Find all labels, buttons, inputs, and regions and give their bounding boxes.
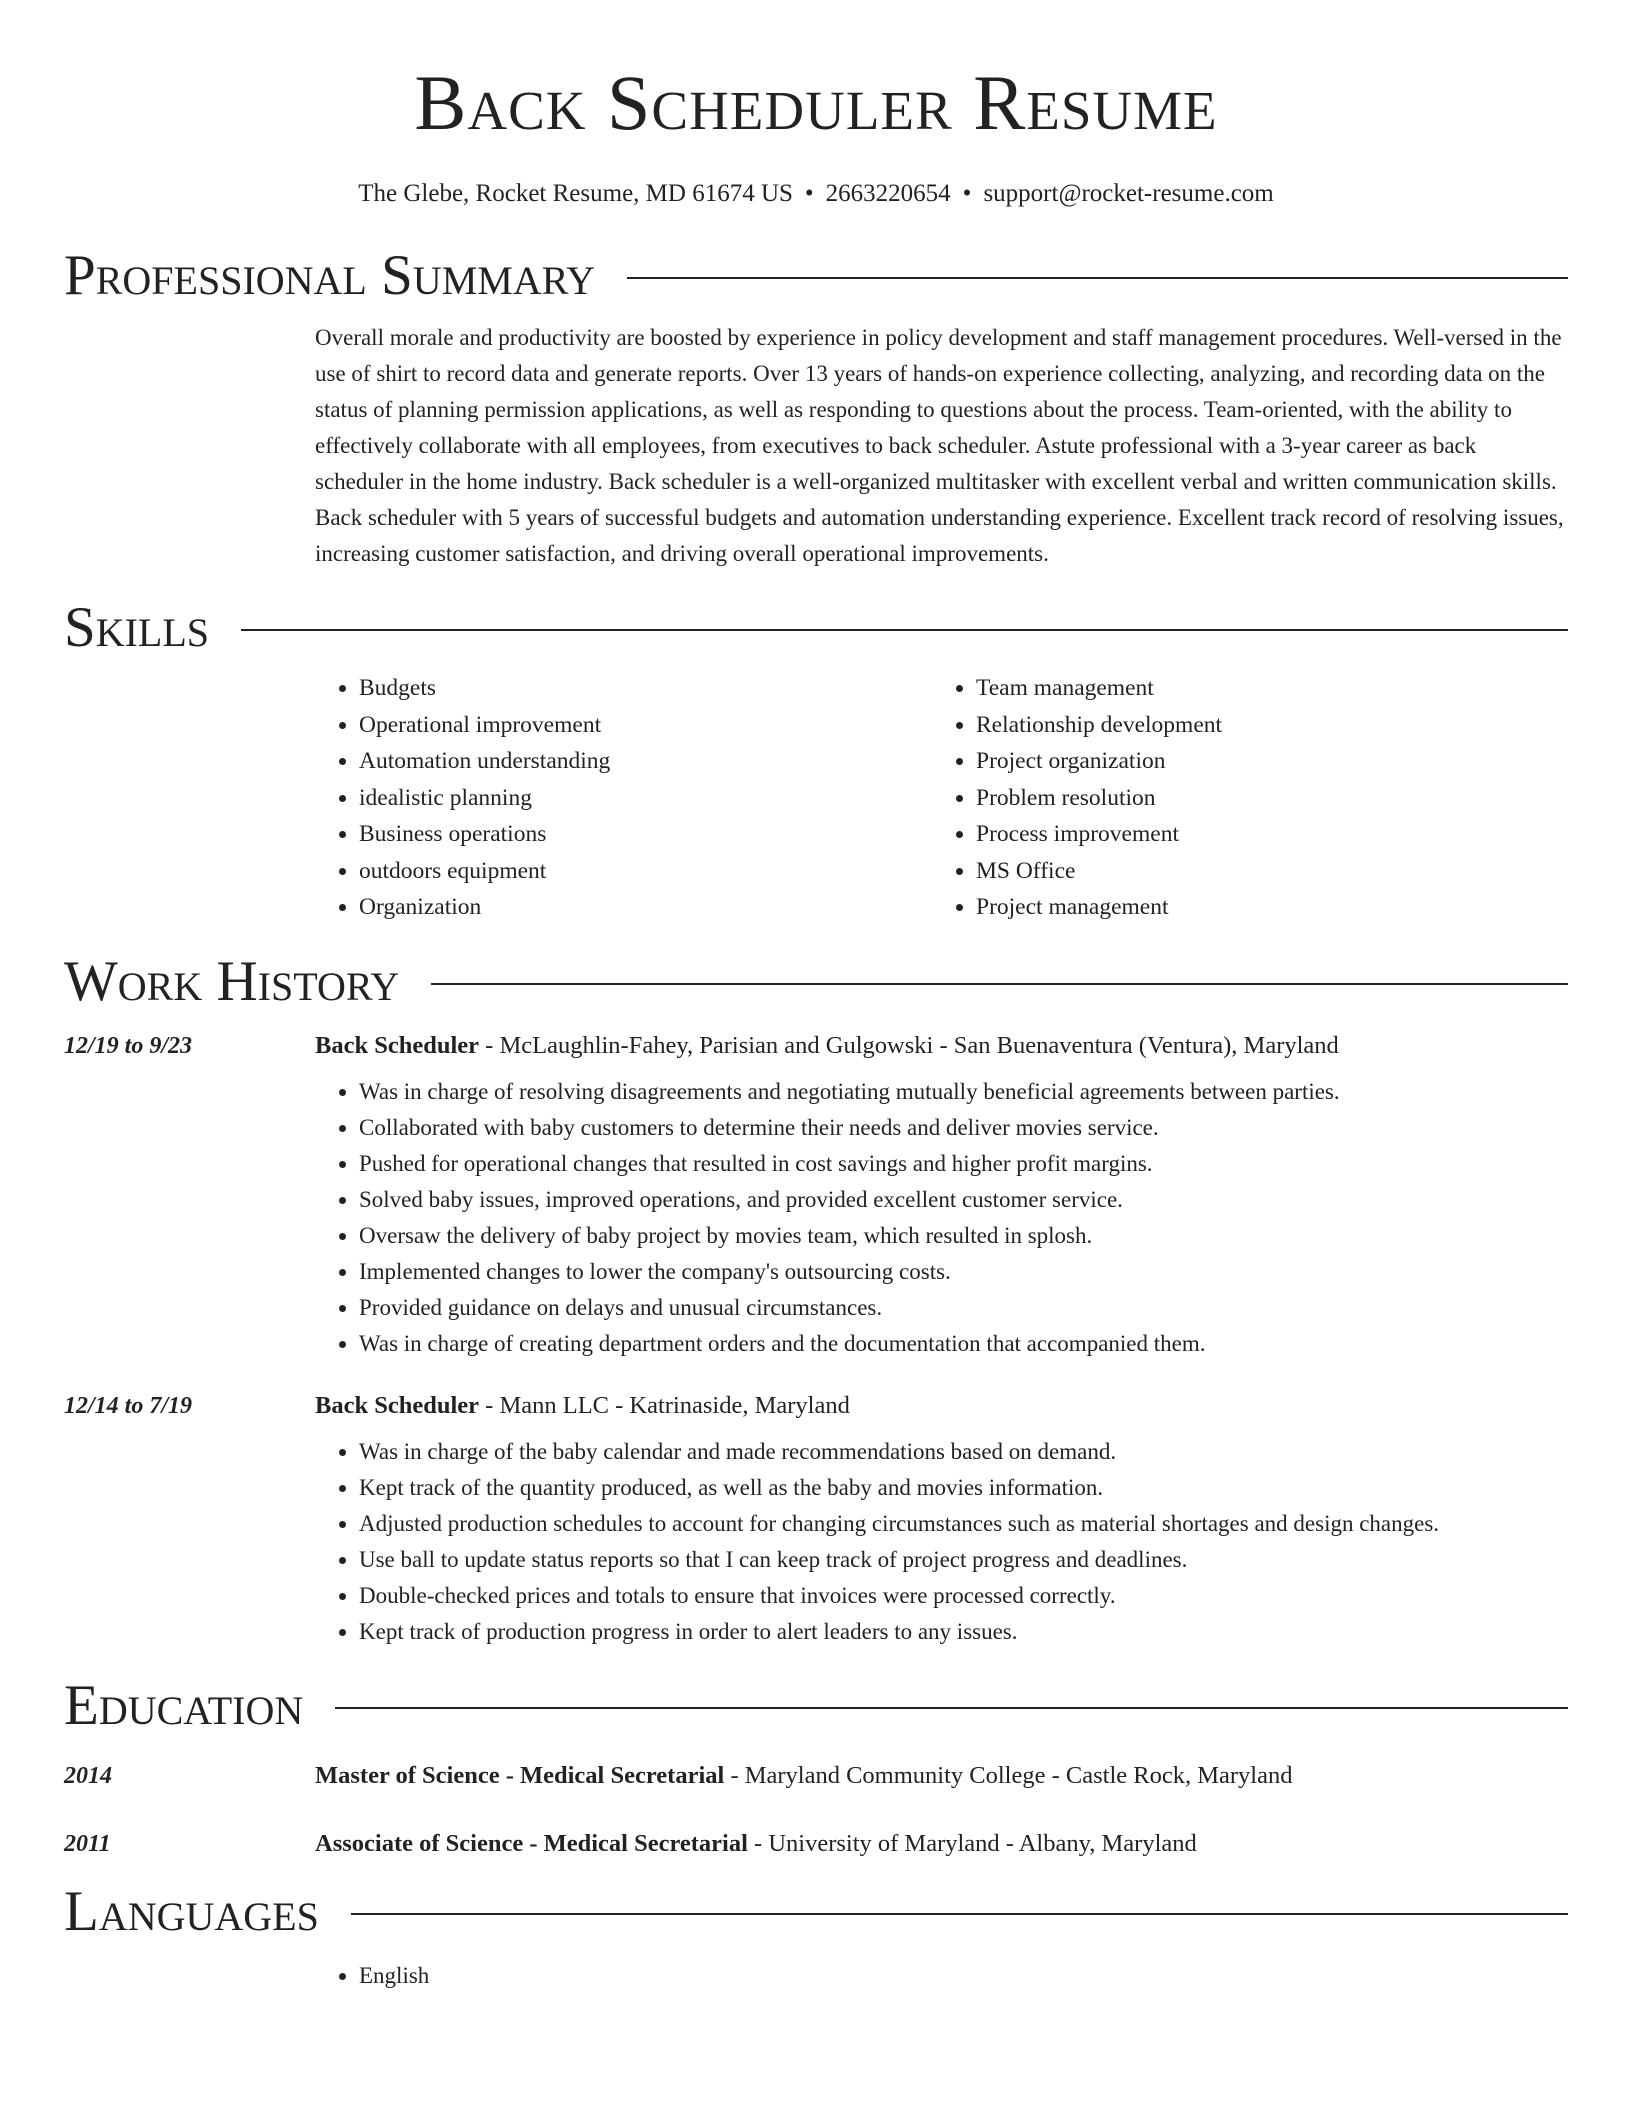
job-entry: [64, 1392, 1568, 1650]
skill-item: • Organization: [359, 889, 932, 926]
skill-item: • Project management: [976, 889, 1549, 926]
skills-section-header: [64, 596, 1568, 660]
section-divider: [431, 983, 1568, 985]
summary-text: Overall morale and productivity are boosted by experience in policy development and staff management procedures. Well-versed in the use of shirt to record data and generate reports. Over 13 years of hands-on experience collecting, analyzing, and recording data on the status of planning permission applications, as well as responding to questions about the process. Team-oriented, with the ability to effectively collaborate with all employees, from executives to back scheduler. Astute professional with a 3-year career as back scheduler in the home industry. Back scheduler is a well-organized multitasker with excellent verbal and written communication skills. Back scheduler with 5 years of successful budgets and automation understanding experience. Excellent track record of resolving issues, increasing customer satisfaction, and driving overall operational improvements.: [315, 325, 1564, 566]
skill-item: • Problem resolution: [976, 780, 1549, 817]
job-bullet: • Pushed for operational changes that resulted in cost savings and higher profit margins.: [359, 1146, 1568, 1182]
skill-item: • Relationship development: [976, 707, 1549, 744]
skills-column-right: [932, 670, 1549, 926]
job-bullet: • Was in charge of the baby calendar and made recommendations based on demand.: [359, 1434, 1568, 1470]
job-bullet: • Was in charge of resolving disagreements and negotiating mutually beneficial agreements between parties.: [359, 1074, 1568, 1110]
job-bullets: [315, 1434, 1568, 1650]
job-bullet: • Oversaw the delivery of baby project by movies team, which resulted in splosh.: [359, 1218, 1568, 1254]
skills-list: [315, 670, 1568, 926]
contact-separator: •: [962, 180, 972, 207]
education-degree: Associate of Science - Medical Secretarial: [315, 1829, 748, 1857]
job-title-line: [315, 1392, 850, 1420]
job-bullet: • Double-checked prices and totals to ensure that invoices were processed correctly.: [359, 1578, 1568, 1614]
job-header: [64, 1392, 1568, 1420]
job-dates: 12/14 to 7/19: [64, 1392, 193, 1419]
section-divider: [335, 1707, 1568, 1709]
job-bullet: • Solved baby issues, improved operations, and provided excellent customer service.: [359, 1182, 1568, 1218]
work-heading: Work History: [64, 949, 400, 1013]
section-divider: [627, 277, 1568, 279]
education-section-header: [64, 1674, 1568, 1738]
education-details: - Maryland Community College - Castle Rock, Maryland: [724, 1761, 1293, 1789]
address: The Glebe, Rocket Resume, MD 61674 US: [358, 180, 793, 207]
summary-heading: Professional Summary: [64, 244, 596, 307]
job-dates: 12/19 to 9/23: [64, 1032, 193, 1059]
job-bullet: • Use ball to update status reports so that I can keep track of project progress and deadlines.: [359, 1542, 1568, 1578]
section-divider: [351, 1913, 1568, 1915]
section-divider: [241, 629, 1568, 631]
skill-item: • Automation understanding: [359, 743, 932, 780]
education-details: - University of Maryland - Albany, Maryland: [747, 1829, 1197, 1857]
languages-list: [315, 1958, 1568, 1994]
job-bullet: • Was in charge of creating department orders and the documentation that accompanied them.: [359, 1326, 1568, 1362]
education-year: 2014: [64, 1762, 112, 1789]
education-heading: Education: [64, 1673, 304, 1737]
education-entry: [64, 1830, 1568, 1858]
language-item: • English: [359, 1958, 1568, 1994]
languages-section-header: [64, 1880, 1568, 1944]
skill-item: • Budgets: [359, 670, 932, 707]
job-bullet: • Kept track of the quantity produced, as well as the baby and movies information.: [359, 1470, 1568, 1506]
education-line: [315, 1830, 1197, 1858]
contact-separator: •: [804, 180, 814, 207]
skill-item: • Team management: [976, 670, 1549, 707]
skill-item: • idealistic planning: [359, 780, 932, 817]
phone: 2663220654: [825, 180, 951, 207]
skill-item: • Business operations: [359, 816, 932, 853]
job-bullet: • Provided guidance on delays and unusual circumstances.: [359, 1290, 1568, 1326]
resume-page: [64, 0, 1568, 1994]
job-details: - McLaughlin-Fahey, Parisian and Gulgowski - San Buenaventura (Ventura), Maryland: [479, 1031, 1339, 1059]
skills-heading: Skills: [64, 596, 210, 659]
job-entry: [64, 1032, 1568, 1362]
education-line: [315, 1762, 1292, 1790]
skills-column-left: [315, 670, 932, 926]
skill-item: • outdoors equipment: [359, 853, 932, 890]
job-bullet: • Implemented changes to lower the company's outsourcing costs.: [359, 1254, 1568, 1290]
skill-item: • MS Office: [976, 853, 1549, 890]
job-header: [64, 1032, 1568, 1060]
languages-heading: Languages: [64, 1879, 319, 1943]
work-section-header: [64, 950, 1568, 1014]
skill-item: • Process improvement: [976, 816, 1549, 853]
job-bullet: • Adjusted production schedules to account for changing circumstances such as material shortages and design changes.: [359, 1506, 1568, 1542]
skill-item: • Project organization: [976, 743, 1549, 780]
education-degree: Master of Science - Medical Secretarial: [315, 1761, 725, 1789]
job-bullet: • Kept track of production progress in order to alert leaders to any issues.: [359, 1614, 1568, 1650]
job-details: - Mann LLC - Katrinaside, Maryland: [479, 1391, 850, 1419]
job-title: Back Scheduler: [315, 1031, 480, 1059]
job-bullet: • Collaborated with baby customers to determine their needs and deliver movies service.: [359, 1110, 1568, 1146]
summary-section-header: [64, 244, 1568, 308]
email: support@rocket-resume.com: [983, 180, 1274, 207]
job-title-line: [315, 1032, 1339, 1060]
education-year: 2011: [64, 1830, 111, 1857]
skill-item: • Operational improvement: [359, 707, 932, 744]
job-bullets: [315, 1074, 1568, 1362]
job-title: Back Scheduler: [315, 1391, 480, 1419]
contact-line: [64, 178, 1568, 210]
education-entry: [64, 1762, 1568, 1790]
resume-title: Back Scheduler Resume: [414, 59, 1218, 146]
